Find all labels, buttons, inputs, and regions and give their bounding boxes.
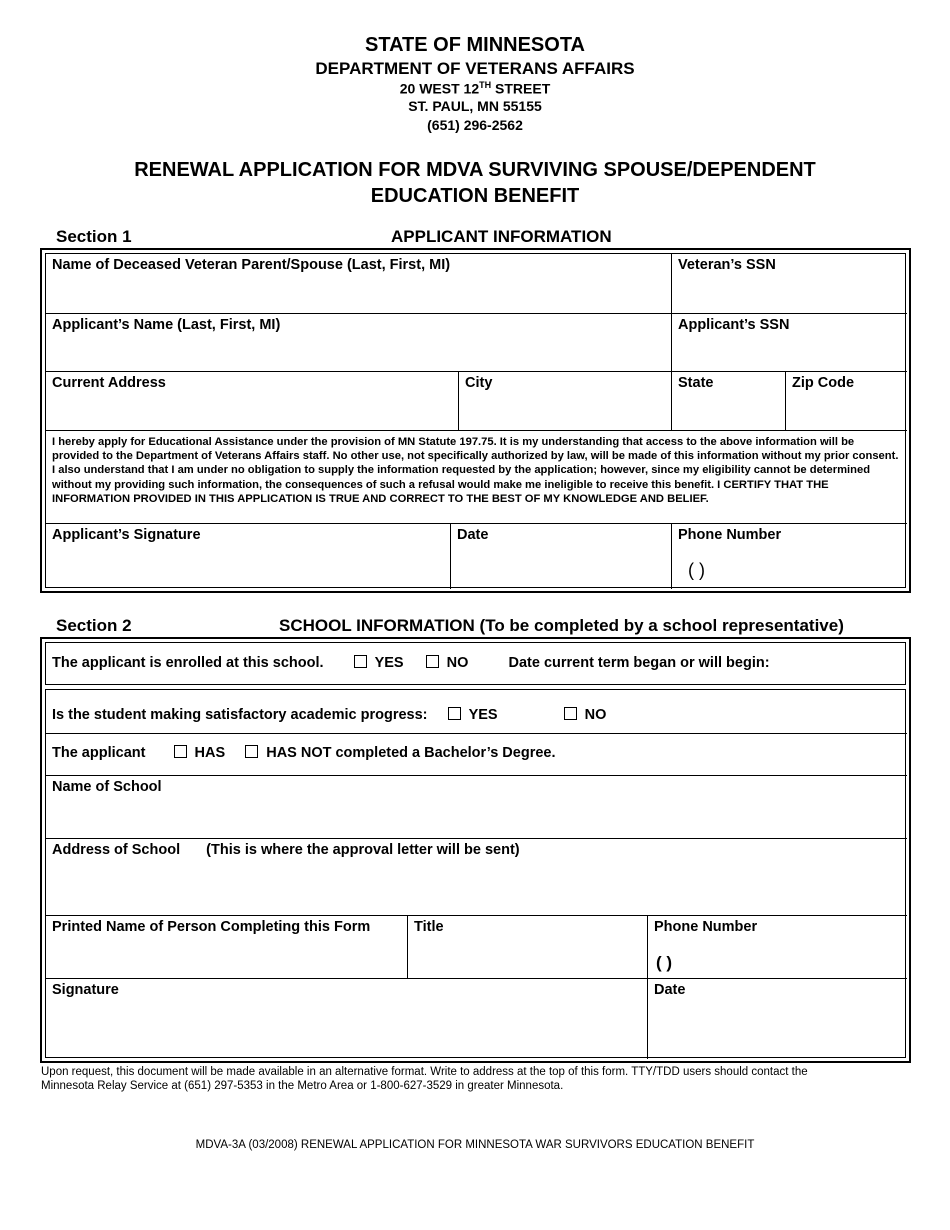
- state-cell: [672, 372, 786, 431]
- progress-question-line: [52, 707, 606, 723]
- enrollment-row: [45, 642, 906, 685]
- veteran-name-label: Name of Deceased Veteran Parent/Spouse (Last, First, MI): [52, 257, 451, 273]
- title-field[interactable]: [412, 952, 643, 974]
- current-address-cell: [46, 372, 459, 431]
- signature-label: Signature: [52, 982, 119, 998]
- school-phone-field[interactable]: ( ): [656, 953, 673, 972]
- form-title-line2: EDUCATION BENEFIT: [370, 185, 580, 207]
- progress-yes-label: YES: [468, 707, 498, 723]
- progress-no-label: NO: [584, 707, 607, 723]
- applicant-phone-label: Phone Number: [678, 527, 782, 543]
- school-phone-cell: [648, 916, 907, 979]
- degree-has-not-label: HAS NOT completed a Bachelor’s Degree.: [266, 745, 556, 761]
- signature-cell: [46, 979, 648, 1059]
- date-label: Date: [457, 527, 489, 543]
- signature-field[interactable]: [50, 1033, 643, 1055]
- applicant-ssn-field[interactable]: [676, 345, 903, 367]
- degree-row: [46, 734, 907, 776]
- printed-name-cell: [46, 916, 408, 979]
- progress-question: Is the student making satisfactory academic progress:: [52, 707, 428, 723]
- school-name-cell: [46, 776, 907, 839]
- enrolled-yes-label: YES: [374, 655, 404, 671]
- section2-label: Section 2: [56, 616, 132, 635]
- applicant-name-label: Applicant’s Name (Last, First, MI): [52, 317, 281, 333]
- agency-department: DEPARTMENT OF VETERANS AFFAIRS: [315, 59, 635, 78]
- applicant-phone-cell: [672, 524, 907, 589]
- veteran-ssn-label: Veteran’s SSN: [678, 257, 776, 273]
- section1-title: APPLICANT INFORMATION: [391, 227, 612, 246]
- title-cell: [408, 916, 648, 979]
- section2-title: SCHOOL INFORMATION (To be completed by a school representative): [279, 616, 844, 635]
- form-title-line1: RENEWAL APPLICATION FOR MDVA SURVIVING SPOUSE/DEPENDENT: [134, 159, 816, 181]
- degree-prefix: The applicant: [52, 745, 146, 761]
- enrolled-no-label: NO: [446, 655, 469, 671]
- school-phone-label: Phone Number: [654, 919, 758, 935]
- city-cell: [459, 372, 672, 431]
- enrollment-question: The applicant is enrolled at this school.: [52, 655, 324, 671]
- city-label: City: [465, 375, 493, 391]
- section1-box: [40, 248, 911, 593]
- agency-phone: (651) 296-2562: [427, 117, 523, 133]
- degree-has-label: HAS: [194, 745, 226, 761]
- school-date-field[interactable]: [652, 1033, 903, 1055]
- term-start-label: Date current term began or will begin:: [508, 655, 770, 671]
- school-address-cell: [46, 839, 907, 916]
- term-start-field[interactable]: [791, 653, 901, 677]
- accessibility-notice-line2: Minnesota Relay Service at (651) 297-5353 in the Metro Area or 1-800-627-3529 in greater Minnesota.: [41, 1080, 564, 1092]
- city-field[interactable]: [463, 404, 667, 426]
- state-field[interactable]: [676, 404, 781, 426]
- title-label: Title: [414, 919, 444, 935]
- applicant-ssn-cell: [672, 314, 907, 372]
- school-address-field[interactable]: [50, 889, 903, 911]
- applicant-phone-field[interactable]: ( ): [688, 560, 705, 580]
- zip-field[interactable]: [790, 404, 903, 426]
- section1-grid: [45, 253, 906, 588]
- school-address-note: (This is where the approval letter will be sent): [206, 842, 520, 858]
- section2-box: [40, 637, 911, 1063]
- zip-cell: [786, 372, 907, 431]
- date-cell: [451, 524, 672, 589]
- form-id: MDVA-3A (03/2008) RENEWAL APPLICATION FOR MINNESOTA WAR SURVIVORS EDUCATION BENEFIT: [195, 1139, 755, 1151]
- enrolled-no-checkbox[interactable]: [426, 655, 439, 668]
- declaration-text: I hereby apply for Educational Assistance under the provision of MN Statute 197.75. It is my understanding that access to the above information will be provided to the Department of Veterans Affairs staff. No other use, not specifically authorized by law, will be made of this information without my prior consent. I also understand that I am under no obligation to supply the information requested by the application; however, since my eligibility cannot be determined without my providing such information, the consequences of such a refusal would make me ineligible to receive this benefit. I CERTIFY THAT THE INFORMATION PROVIDED IN THIS APPLICATION IS TRUE AND CORRECT TO THE BEST OF MY KNOWLEDGE AND BELIEF.: [52, 436, 899, 505]
- degree-has-not-checkbox[interactable]: [245, 745, 258, 758]
- street-name: STREET: [491, 80, 551, 97]
- current-address-field[interactable]: [50, 404, 454, 426]
- declaration-cell: [46, 431, 907, 524]
- section1-label: Section 1: [56, 227, 132, 246]
- progress-yes-checkbox[interactable]: [448, 707, 461, 720]
- printed-name-field[interactable]: [50, 952, 403, 974]
- accessibility-notice-line1: Upon request, this document will be made available in an alternative format. Write to address at the top of this form. TTY/TDD users should contact the: [41, 1066, 808, 1078]
- applicant-name-field[interactable]: [50, 345, 667, 367]
- enrolled-yes-checkbox[interactable]: [354, 655, 367, 668]
- applicant-signature-cell: [46, 524, 451, 589]
- veteran-name-cell: [46, 254, 672, 314]
- agency-state: STATE OF MINNESOTA: [365, 34, 585, 56]
- street-number: 20 WEST 12: [399, 80, 480, 97]
- state-label: State: [678, 375, 714, 391]
- school-name-label: Name of School: [52, 779, 162, 795]
- progress-row: [46, 690, 907, 734]
- veteran-ssn-field[interactable]: [676, 287, 903, 309]
- zip-label: Zip Code: [792, 375, 855, 391]
- applicant-signature-field[interactable]: [50, 563, 446, 585]
- agency-city: ST. PAUL, MN 55155: [408, 98, 542, 114]
- street-ordinal: TH: [479, 80, 492, 90]
- school-date-cell: [648, 979, 907, 1059]
- school-date-label: Date: [654, 982, 686, 998]
- section2-grid: [45, 689, 906, 1058]
- agency-street: [0, 80, 950, 97]
- enrollment-question-line: [52, 655, 770, 671]
- degree-has-checkbox[interactable]: [174, 745, 187, 758]
- veteran-ssn-cell: [672, 254, 907, 314]
- veteran-name-field[interactable]: [50, 287, 667, 309]
- school-address-label-line: [52, 842, 520, 858]
- current-address-label: Current Address: [52, 375, 166, 391]
- applicant-signature-label: Applicant’s Signature: [52, 527, 201, 543]
- degree-line: [52, 745, 556, 761]
- progress-no-checkbox[interactable]: [564, 707, 577, 720]
- applicant-ssn-label: Applicant’s SSN: [678, 317, 790, 333]
- school-name-field[interactable]: [50, 812, 903, 834]
- school-address-label: Address of School: [52, 842, 181, 858]
- applicant-name-cell: [46, 314, 672, 372]
- date-field[interactable]: [455, 563, 667, 585]
- printed-name-label: Printed Name of Person Completing this Form: [52, 919, 371, 935]
